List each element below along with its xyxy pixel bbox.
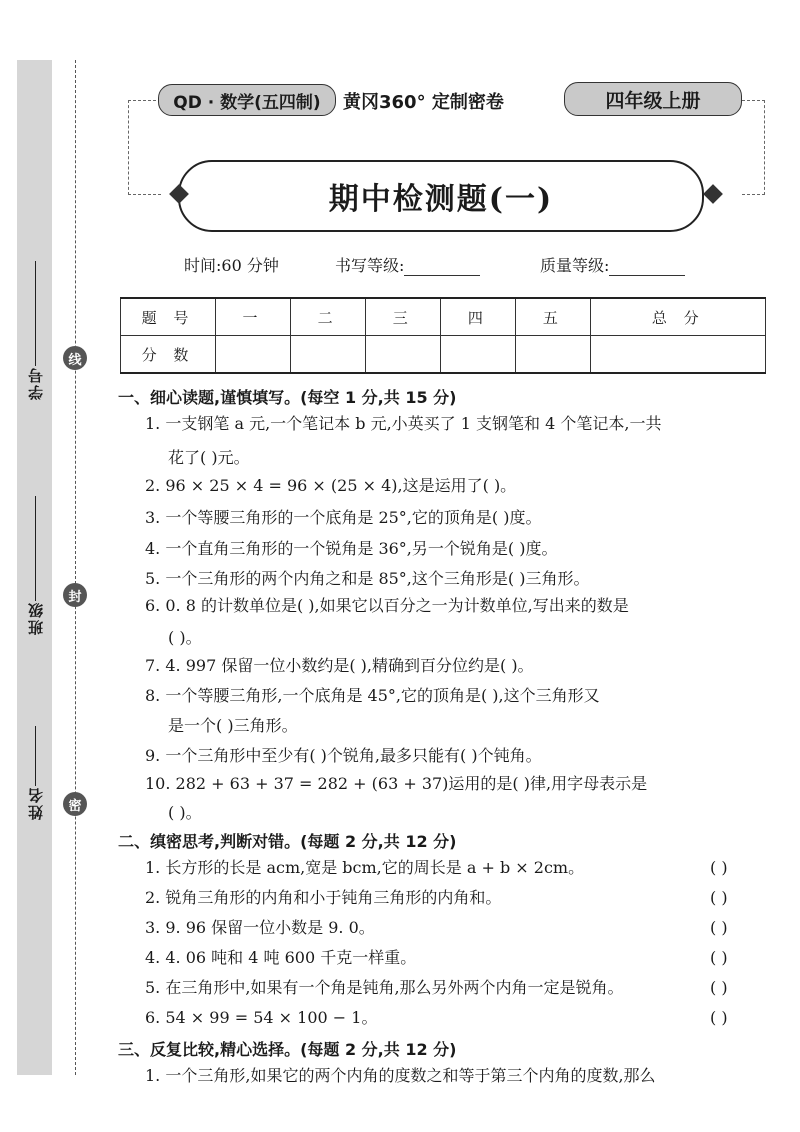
question-1-2: 2. 96 × 25 × 4 = 96 × (25 × 4),这是运用了( )。 <box>145 476 517 495</box>
table-cell: 总 分 <box>591 298 766 336</box>
judge-answer-1[interactable]: ( ) <box>710 858 728 877</box>
judge-answer-4[interactable]: ( ) <box>710 948 728 967</box>
quality-grade-label: 质量等级: <box>540 256 610 275</box>
seal-dashed-line <box>75 60 76 1075</box>
table-cell: 五 <box>516 298 591 336</box>
section3-title: 三、反复比较,精心选择。(每题 2 分,共 12 分) <box>118 1040 457 1059</box>
seal-feng: 封 <box>63 583 87 607</box>
question-1-8-cont: 是一个( )三角形。 <box>168 716 298 735</box>
quality-grade-blank[interactable] <box>609 261 685 276</box>
score-cell[interactable] <box>216 336 291 374</box>
student-id-field <box>20 255 50 400</box>
question-1-6-cont: ( )。 <box>168 628 202 647</box>
writing-grade <box>335 253 480 276</box>
score-cell[interactable] <box>366 336 441 374</box>
table-cell: 四 <box>441 298 516 336</box>
writing-grade-label: 书写等级: <box>335 256 405 275</box>
table-cell: 一 <box>216 298 291 336</box>
table-cell: 题 号 <box>121 298 216 336</box>
question-1-9: 9. 一个三角形中至少有( )个锐角,最多只能有( )个钝角。 <box>145 746 542 765</box>
question-1-3: 3. 一个等腰三角形的一个底角是 25°,它的顶角是( )度。 <box>145 508 542 527</box>
question-1-10-cont: ( )。 <box>168 803 202 822</box>
class-field <box>20 490 50 635</box>
judge-answer-3[interactable]: ( ) <box>710 918 728 937</box>
judge-item-6: 6. 54 × 99 = 54 × 100 − 1。 <box>145 1008 378 1027</box>
question-1-6: 6. 0. 8 的计数单位是( ),如果它以百分之一为计数单位,写出来的数是 <box>145 596 629 615</box>
name-label: 姓名 <box>26 786 45 820</box>
quality-grade <box>540 253 685 276</box>
question-1-7: 7. 4. 997 保留一位小数约是( ),精确到百分位约是( )。 <box>145 656 534 675</box>
score-cell[interactable] <box>516 336 591 374</box>
question-1-8: 8. 一个等腰三角形,一个底角是 45°,它的顶角是( ),这个三角形又 <box>145 686 600 705</box>
name-line <box>35 726 36 786</box>
score-table <box>120 297 766 374</box>
choice-item-1: 1. 一个三角形,如果它的两个内角的度数之和等于第三个内角的度数,那么 <box>145 1066 656 1085</box>
judge-item-1: 1. 长方形的长是 acm,宽是 bcm,它的周长是 a + b × 2cm。 <box>145 858 585 877</box>
class-line <box>35 496 36 601</box>
subject-pill: QD · 数学(五四制) <box>158 84 336 116</box>
judge-item-4: 4. 4. 06 吨和 4 吨 600 千克一样重。 <box>145 948 417 967</box>
judge-answer-2[interactable]: ( ) <box>710 888 728 907</box>
question-1-10: 10. 282 + 63 + 37 = 282 + (63 + 37)运用的是( )律,用字母表示是 <box>145 774 648 793</box>
judge-item-3: 3. 9. 96 保留一位小数是 9. 0。 <box>145 918 375 937</box>
table-cell: 分 数 <box>121 336 216 374</box>
score-table-score-row <box>121 336 766 374</box>
page-title: 期中检测题(一) <box>178 160 704 232</box>
table-cell: 三 <box>366 298 441 336</box>
student-id-line <box>35 261 36 366</box>
score-cell[interactable] <box>441 336 516 374</box>
class-label: 班级 <box>26 601 45 635</box>
score-cell[interactable] <box>591 336 766 374</box>
question-1-4: 4. 一个直角三角形的一个锐角是 36°,另一个锐角是( )度。 <box>145 539 558 558</box>
student-id-label: 学号 <box>26 366 45 400</box>
score-cell[interactable] <box>291 336 366 374</box>
brand-text: 黄冈360° 定制密卷 <box>343 92 504 113</box>
question-1-1-cont: 花了( )元。 <box>168 448 250 467</box>
judge-answer-5[interactable]: ( ) <box>710 978 728 997</box>
exam-time: 时间:60 分钟 <box>184 256 279 275</box>
seal-xian: 线 <box>63 346 87 370</box>
section1-title: 一、细心读题,谨慎填写。(每空 1 分,共 15 分) <box>118 388 457 407</box>
judge-item-2: 2. 锐角三角形的内角和小于钝角三角形的内角和。 <box>145 888 502 907</box>
judge-item-5: 5. 在三角形中,如果有一个角是钝角,那么另外两个内角一定是锐角。 <box>145 978 624 997</box>
name-field <box>20 720 50 820</box>
header-bracket-right <box>742 100 765 195</box>
diamond-right-icon <box>703 184 723 204</box>
writing-grade-blank[interactable] <box>404 261 480 276</box>
table-cell: 二 <box>291 298 366 336</box>
section2-title: 二、缜密思考,判断对错。(每题 2 分,共 12 分) <box>118 832 457 851</box>
grade-pill: 四年级上册 <box>564 82 742 116</box>
header-bracket-left <box>128 100 161 195</box>
question-1-5: 5. 一个三角形的两个内角之和是 85°,这个三角形是( )三角形。 <box>145 569 590 588</box>
score-table-header-row <box>121 298 766 336</box>
question-1-1: 1. 一支钢笔 a 元,一个笔记本 b 元,小英买了 1 支钢笔和 4 个笔记本,一共 <box>145 414 662 433</box>
judge-answer-6[interactable]: ( ) <box>710 1008 728 1027</box>
seal-mi: 密 <box>63 792 87 816</box>
